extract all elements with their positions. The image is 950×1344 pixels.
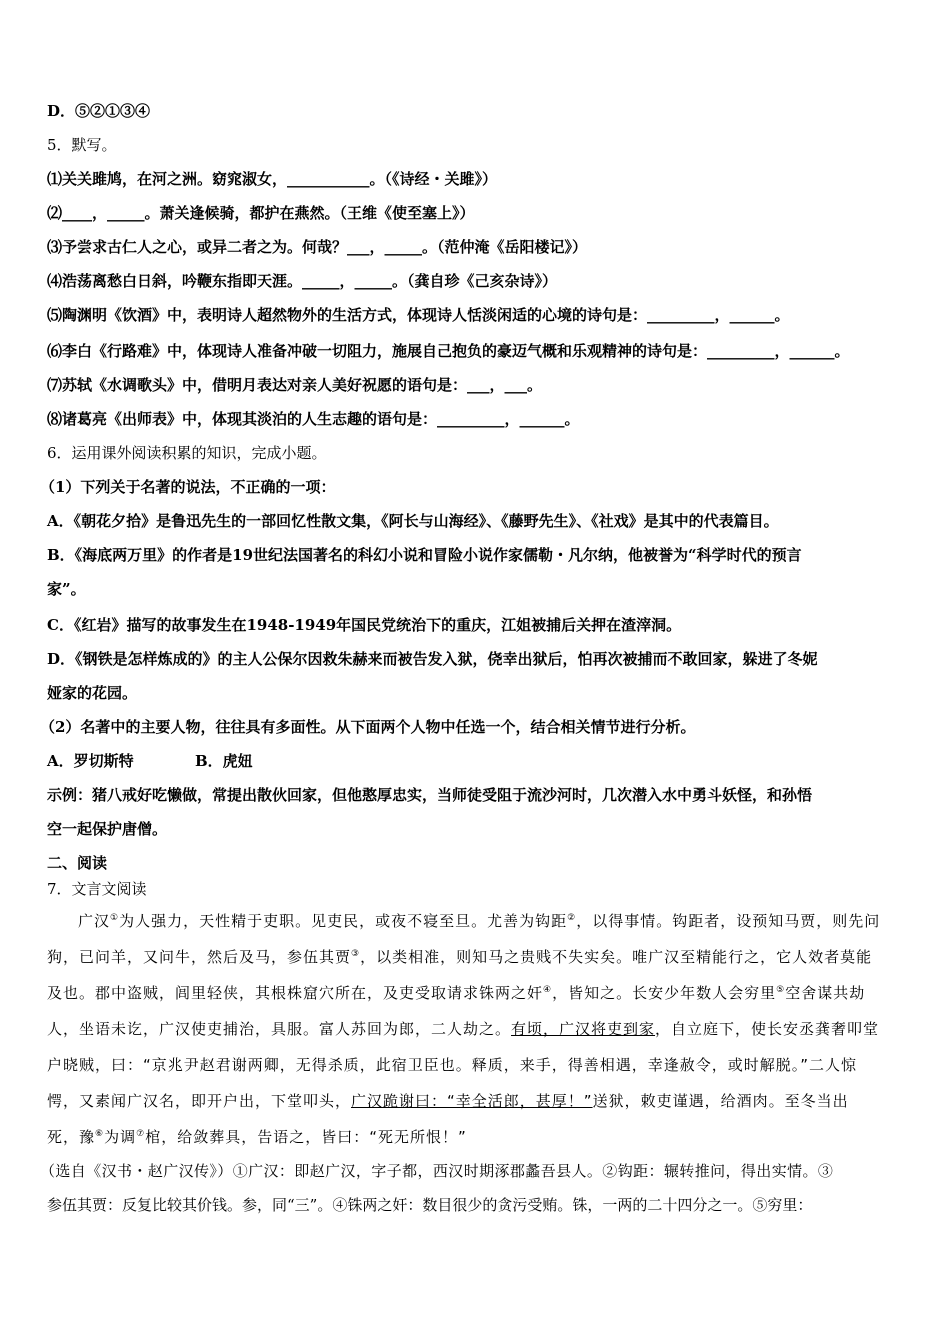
q7-notes-line2: 参伍其贾：反复比较其价钱。参，同“三”。④铢两之奸：数目很少的贪污受贿。铢，一两的二十四分之一。⑤穷里：	[47, 1196, 813, 1214]
passage-line-4: 人，坐语未讫，广汉使吏捕治，具服。富人苏回为郎，二人劫之。有顷，广汉将吏到家，自立庭下，使长安丞龚奢叩堂	[47, 1020, 880, 1038]
passage-line-5: 户晓贼，曰：“京兆尹赵君谢两卿，无得杀质，此宿卫臣也。释质，来手，得善相遇，幸逢赦令，或时解脱。”二人惊	[47, 1056, 858, 1074]
q6-option-a: A．《朝花夕拾》是鲁迅先生的一部回忆性散文集，《阿长与山海经》、《藤野先生》、《社戏》是其中的代表篇目。	[47, 512, 779, 530]
q6-choice-b: B．虎妞	[195, 752, 253, 770]
underlined-phrase-1: 有顷，广汉将吏到家	[511, 1020, 656, 1038]
underlined-phrase-2: 广汉跪谢曰：“幸全活郎，甚厚！”	[351, 1092, 593, 1110]
q6-option-c: C．《红岩》描写的故事发生在1948-1949年国民党统治下的重庆，江姐被捕后关押在渣滓洞。	[47, 616, 682, 634]
q5-item-4: ⑷浩荡离愁白日斜，吟鞭东指即天涯。_____，_____。（龚自珍《己亥杂诗》）	[47, 272, 558, 290]
passage-line-7: 死，豫⑥为调⑦棺，给敛葬具，告语之，皆曰：“死无所恨！”	[47, 1128, 467, 1146]
q7-notes-line1: （选自《汉书・赵广汉传》）①广汉：即赵广汉，字子都，西汉时期涿郡蠡吾县人。②钩距：辗转推问，得出实情。③	[40, 1162, 834, 1180]
q6-choice-a: A．罗切斯特	[47, 752, 134, 770]
passage-line-1: 广汉①为人强力，天性精于吏职。见吏民，或夜不寝至旦。尤善为钩距②，以得事情。钩距者，设预知马贾，则先问	[78, 912, 881, 930]
q6-option-d-line1: D．《钢铁是怎样炼成的》的主人公保尔因救朱赫来而被告发入狱，侥幸出狱后，怕再次被捕而不敢回家，躲进了冬妮	[47, 650, 818, 668]
passage-line-2: 狗，已问羊，又问牛，然后及马，参伍其贾③，以类相准，则知马之贵贱不失实矣。唯广汉至精能行之，它人效者莫能	[47, 948, 873, 966]
q5-item-5: ⑸陶渊明《饮酒》中，表明诗人超然物外的生活方式，体现诗人恬淡闲适的心境的诗句是：_________，______。	[47, 306, 790, 324]
q6-sub1: （1）下列关于名著的说法，不正确的一项：	[40, 478, 336, 496]
passage-line-6: 愕，又素闻广汉名，即开户出，下堂叩头，广汉跪谢曰：“幸全活郎，甚厚！”送狱，敕吏谨遇，给酒肉。至冬当出	[47, 1092, 849, 1110]
q6-option-d-line2: 娅家的花园。	[47, 684, 138, 702]
q5-item-7: ⑺苏轼《水调歌头》中，借明月表达对亲人美好祝愿的语句是：___，___。	[47, 376, 543, 394]
section-heading-reading: 二、阅读	[47, 854, 108, 872]
q6-example-line1: 示例：猪八戒好吃懒做，常提出散伙回家，但他憨厚忠实，当师徒受阻于流沙河时，几次潜入水中勇斗妖怪，和孙悟	[47, 786, 813, 804]
q7-title: 7．文言文阅读	[47, 880, 147, 898]
q5-item-1: ⑴关关雎鸠，在河之洲。窈窕淑女，___________。（《诗经・关雎》）	[47, 170, 498, 188]
passage-line-3: 及也。郡中盗贼，闾里轻侠，其根株窟穴所在，及吏受取请求铢两之奸④，皆知之。长安少年数人会穷里⑤空舍谋共劫	[47, 984, 866, 1002]
q6-sub2: （2）名著中的主要人物，往往具有多面性。从下面两个人物中任选一个，结合相关情节进行分析。	[40, 718, 696, 736]
q6-title: 6．运用课外阅读积累的知识，完成小题。	[47, 444, 327, 462]
q5-title: 5．默写。	[47, 136, 117, 154]
q6-example-line2: 空一起保护唐僧。	[47, 820, 168, 838]
q5-item-8: ⑻诸葛亮《出师表》中，体现其淡泊的人生志趣的语句是：_________，______。	[47, 410, 580, 428]
q6-option-b-line2: 家”。	[47, 580, 86, 598]
q5-item-3: ⑶予尝求古仁人之心，或异二者之为。何哉？___，_____。（范仲淹《岳阳楼记》）	[47, 238, 588, 256]
q5-item-2: ⑵____，_____。萧关逢候骑，都护在燕然。（王维《使至塞上》）	[47, 204, 475, 222]
q6-option-b-line1: B．《海底两万里》的作者是19世纪法国著名的科幻小说和冒险小说作家儒勒・凡尔纳，他被誉为“科学时代的预言	[47, 546, 802, 564]
q5-item-6: ⑹李白《行路难》中，体现诗人准备冲破一切阻力，施展自己抱负的豪迈气概和乐观精神的诗句是：_________，______。	[47, 342, 850, 360]
q4-option-d: D．⑤②①③④	[47, 102, 151, 120]
